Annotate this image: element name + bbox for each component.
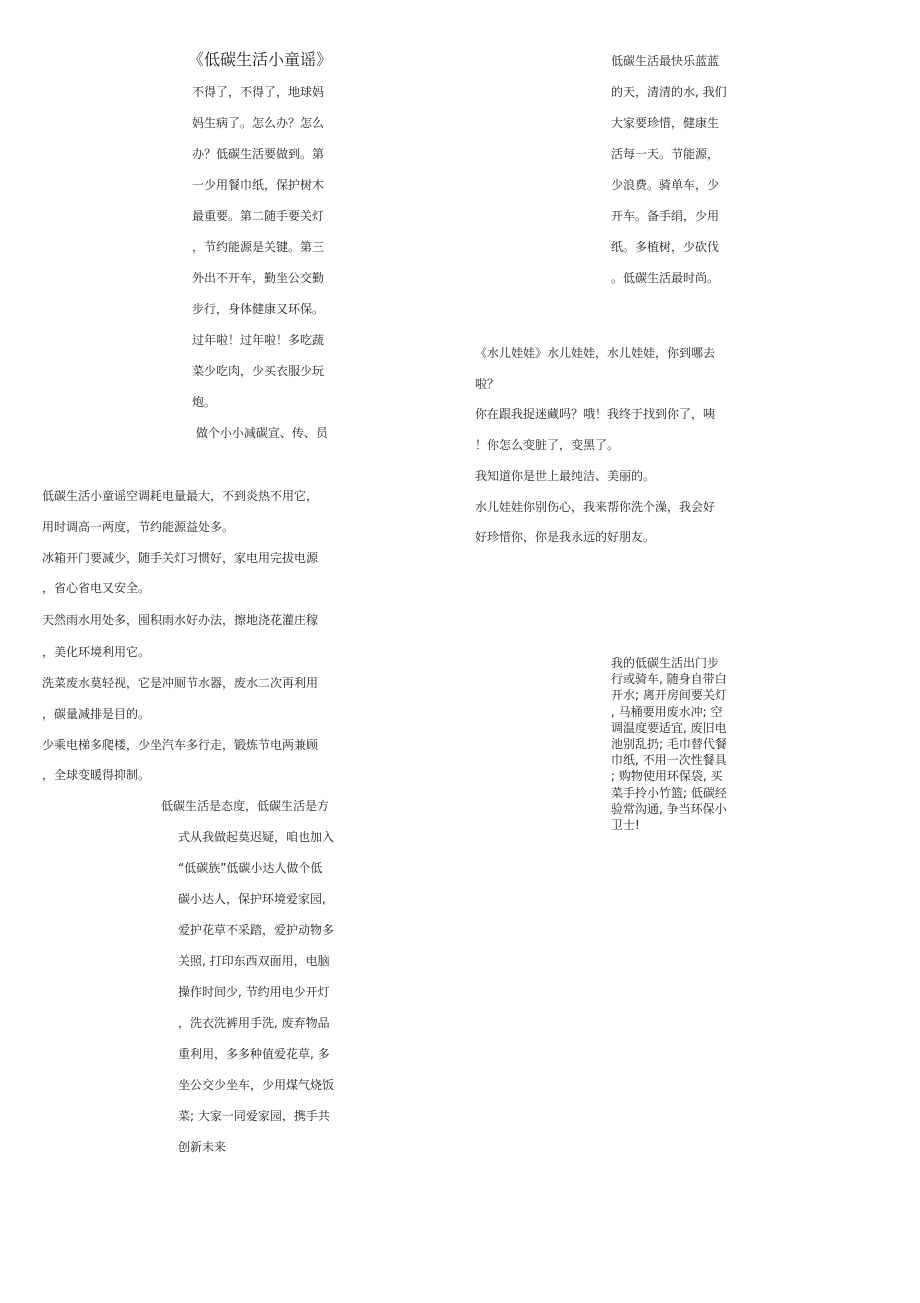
poem6-block [611, 655, 736, 833]
poem6-line: 菜手拎小竹篮; 低碳经 [611, 785, 727, 800]
poem2-line: 少浪费。骑单车，少 [611, 178, 720, 192]
poem1-title: 《低碳生活小童谣》 [188, 50, 333, 69]
poem5-line: 创新未来 [178, 1140, 227, 1154]
poem5-line: 重利用，多多种值爱花草, 多 [178, 1047, 330, 1061]
poem4-line: ，全球变暖得抑制。 [42, 768, 151, 782]
poem2-line: 纸。多植树，少砍伐 [611, 240, 720, 254]
poem1-line: 办？低碳生活要做到。第 [192, 147, 325, 161]
poem5-line: 碳小达人，保护环境爱家园, [178, 892, 326, 906]
poem1-line: 妈生病了。怎么办？怎么 [192, 116, 325, 130]
poem5-line: 关照, 打印东西双面用，电脑 [178, 954, 330, 968]
poem1-line: 一少用餐巾纸，保护树木 [192, 178, 325, 192]
poem5-line: “低碳族”低碳小达人做个低 [178, 861, 323, 875]
poem6-line: ; 购物使用环保袋, 买 [611, 769, 723, 784]
poem6-line: 行或骑车, 随身自带白 [611, 672, 727, 687]
poem4-line: 洗菜废水莫轻视，它是冲厕节水器，废水二次再利用 [42, 676, 319, 690]
poem5-line: 低碳生活是态度，低碳生活是方 [161, 799, 330, 813]
poem6-line: 开水; 离开房间要关灯 [611, 688, 727, 703]
poem6-line: 卫士! [611, 818, 640, 833]
poem6-line: 验常沟通, 争当环保小 [611, 801, 727, 816]
poem2-line: 开车。备手绢，少用 [611, 209, 720, 223]
poem3-line: 水儿娃娃你别伤心，我来帮你洗个澡，我会好 [475, 500, 716, 514]
poem3-line: ！你怎么变脏了，变黑了。 [475, 438, 620, 452]
poem3-line: 啦？ [475, 377, 500, 391]
poem1-line: 菜少吃肉，少买衣服少玩 [192, 364, 325, 378]
poem5-line: 坐公交少坐车，少用煤气烧饭 [178, 1078, 335, 1092]
poem2-line: 低碳生活最快乐蓝蓝 [611, 54, 720, 68]
poem2-line: 。低碳生活最时尚。 [611, 271, 720, 285]
poem1-line: 最重要。第二随手要关灯 [192, 209, 325, 223]
poem6-line: 调温度要适宜, 废旧电 [611, 720, 727, 735]
poem1-line: ，节约能源是关键。第三 [192, 240, 325, 254]
poem2-line: 的天，清清的水, 我们 [611, 85, 727, 99]
poem4-line: 冰箱开门要减少，随手关灯习惯好，家电用完拔电源 [42, 551, 319, 565]
poem6-line: 巾纸, 不用一次性餐具 [611, 753, 727, 768]
poem4-line: ，省心省电又安全。 [42, 581, 151, 595]
poem3-line: 你在跟我捉迷藏吗？哦！我终于找到你了，咦 [475, 407, 716, 421]
poem1-line: 过年啦！过年啦！多吃蔬 [192, 333, 325, 347]
poem6-line: 我的低碳生活出门步 [611, 656, 720, 670]
poem4-line: 天然雨水用处多，囤积雨水好办法，擦地浇花灌庄稼 [42, 613, 319, 627]
poem4-line: 少乘电梯多爬楼，少坐汽车多行走，锻炼节电两兼顾 [42, 738, 319, 752]
poem4-line: 用时调高一两度，节约能源益处多。 [42, 520, 235, 534]
poem1-line: 步行，身体健康又环保。 [192, 302, 325, 316]
poem3-line: 《水儿娃娃》水儿娃娃，水儿娃娃，你到哪去 [475, 346, 716, 360]
poem1-line: 炮。 [192, 395, 217, 409]
poem2-line: 大家要珍惜，健康生 [611, 116, 720, 130]
poem5-line: 式从我做起莫迟疑，咱也加入 [178, 830, 335, 844]
poem1-line: 做个小小减碳宣、传、员 [192, 426, 328, 440]
poem4-line: ，美化环境利用它。 [42, 645, 151, 659]
poem4-line: 低碳生活小童谣空调耗电量最大，不到炎热不用它， [42, 489, 319, 503]
poem3-line: 我知道你是世上最纯洁、美丽的。 [475, 469, 656, 483]
poem5-line: 爱护花草不采踏，爱护动物多 [178, 923, 335, 937]
poem2-line: 活每一天。节能源， [611, 147, 720, 161]
poem4-line: ，碳量减排是目的。 [42, 707, 151, 721]
poem6-line: , 马桶要用废水冲; 空 [611, 704, 723, 719]
poem5-line: 操作时间少, 节约用电少开灯 [178, 985, 330, 999]
poem1-line: 不得了，不得了，地球妈 [192, 85, 325, 99]
poem3-line: 好珍惜你，你是我永远的好朋友。 [475, 530, 656, 544]
poem6-line: 池别乱扔; 毛巾替代餐 [611, 737, 727, 752]
poem1-line: 外出不开车，勤坐公交勤 [192, 271, 325, 285]
poem5-line: ，洗衣洗裤用手洗, 废弃物品 [178, 1016, 330, 1030]
poem5-line: 菜; 大家一同爱家园，携手共 [178, 1109, 330, 1123]
